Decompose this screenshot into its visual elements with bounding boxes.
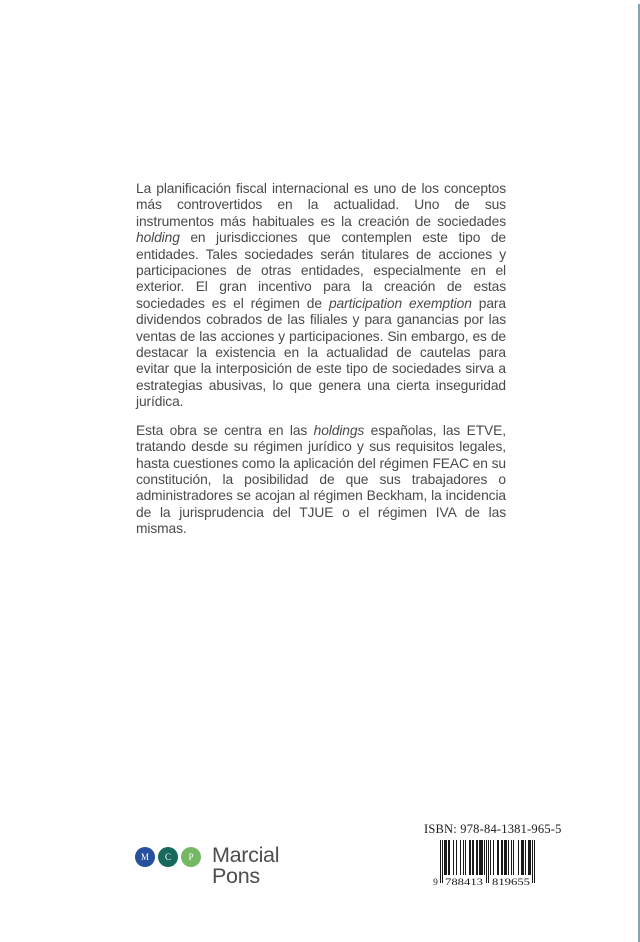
blurb-paragraph: Esta obra se centra en las holdings españolas, las ETVE, tratando desde su régimen jurídico y sus requisitos legales, hasta cuestiones como la aplicación del régimen FEAC en su constitución, la posibilidad de que sus trabajadores o administradores se acojan al régimen Beckham, la incidencia de la jurisprudencia del TJUE o el régimen IVA de las mismas. xyxy=(136,422,506,537)
publisher-circle-icon: M xyxy=(135,847,155,867)
svg-text:788413: 788413 xyxy=(445,878,484,887)
ean13-barcode-icon xyxy=(424,840,542,887)
svg-text:819655: 819655 xyxy=(492,878,531,887)
blurb-paragraph: La planificación fiscal internacional es uno de los conceptos más controvertidos en la actualidad. Uno de sus instrumentos más habituales es la creación de sociedades holding en jurisdicciones que contemplen este tipo de entidades. Tales sociedades serán titulares de acciones y participaciones de otras entidades, especialmente en el exterior. El gran incentivo para la creación de estas sociedades es el régimen de participation exemption para dividendos cobrados de las filiales y para ganancias por las ventas de las acciones y participaciones. Sin embargo, es de destacar la existencia en la actualidad de cautelas para evitar que la interposición de este tipo de sociedades sirva a estrategias abusivas, lo que genera una cierta inseguridad jurídica. xyxy=(136,181,506,410)
publisher-logo xyxy=(135,845,279,886)
isbn-label: ISBN: 978-84-1381-965-5 xyxy=(424,822,562,836)
blurb xyxy=(136,181,506,550)
isbn-block xyxy=(424,822,562,887)
svg-text:9: 9 xyxy=(433,878,438,887)
publisher-name xyxy=(212,845,279,886)
publisher-circle-icon: P xyxy=(181,847,201,867)
publisher-name-line1: Marcial xyxy=(212,843,280,867)
publisher-circle-icon: C xyxy=(158,847,178,867)
publisher-name-line2: Pons xyxy=(212,863,260,888)
publisher-logo-circles xyxy=(135,847,201,867)
